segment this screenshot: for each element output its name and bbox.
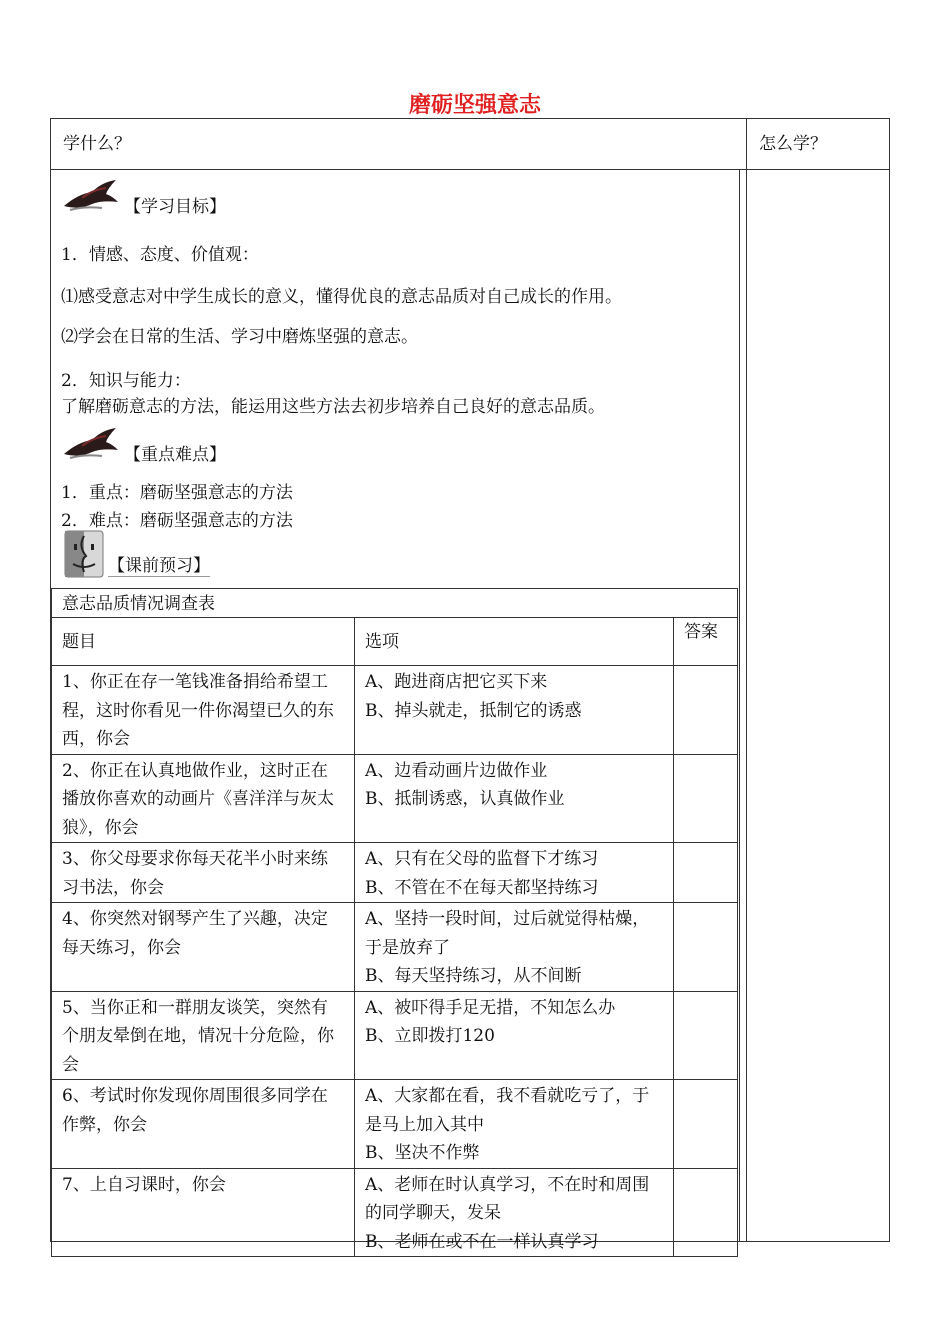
options-cell: [355, 666, 674, 755]
answer-cell[interactable]: [674, 991, 738, 1080]
question-cell: 2、你正在认真地做作业，这时正在播放你喜欢的动画片《喜洋洋与灰太狼》，你会: [52, 754, 355, 843]
option-b: B、每天坚持练习，从不间断: [365, 966, 582, 986]
option-a: A、只有在父母的监督下才练习: [365, 849, 599, 869]
preview-heading: [64, 530, 210, 578]
objective-2-title: 2．知识与能力：: [61, 371, 191, 391]
options-cell: [355, 754, 674, 843]
column-header-question: 题目: [52, 618, 355, 666]
survey-header-row: [52, 618, 738, 666]
option-a: A、跑进商店把它买下来: [365, 672, 548, 692]
finder-face-icon: [64, 530, 104, 578]
option-b: B、老师在或不在一样认真学习: [365, 1231, 599, 1252]
option-a: A、老师在时认真学习，不在时和周围的同学聊天，发呆: [365, 1174, 650, 1223]
question-cell: 3、你父母要求你每天花半小时来练习书法，你会: [52, 843, 355, 903]
question-cell: 5、当你正和一群朋友谈笑，突然有个朋友晕倒在地，情况十分危险，你会: [52, 991, 355, 1080]
option-b: B、立即拨打120: [365, 1026, 495, 1046]
options-cell: [355, 1080, 674, 1169]
learn-what-header: 学什么？: [63, 134, 131, 154]
question-cell: 1、你正在存一笔钱准备捐给希望工程，这时你看见一件你渴望已久的东西，你会: [52, 666, 355, 755]
table-row: [52, 843, 738, 903]
options-cell: [355, 991, 674, 1080]
option-a: A、边看动画片边做作业: [365, 760, 548, 781]
column-header-answer: 答案: [674, 618, 738, 666]
column-header-options: 选项: [355, 618, 674, 666]
option-b: B、不管在不在每天都坚持练习: [365, 877, 599, 898]
objective-1a: ⑴感受意志对中学生成长的意义，懂得优良的意志品质对自己成长的作用。: [61, 287, 622, 307]
table-row: [52, 754, 738, 843]
column-divider: [746, 119, 747, 1241]
answer-cell[interactable]: [674, 843, 738, 903]
options-cell: [355, 843, 674, 903]
how-learn-header: 怎么学？: [759, 134, 827, 154]
page-title: 磨砺坚强意志: [408, 93, 541, 118]
key-point: 1．重点：磨砺坚强意志的方法: [61, 483, 293, 503]
option-b: B、掉头就走，抵制它的诱惑: [365, 700, 582, 721]
header-row: [51, 119, 889, 170]
survey-table: [51, 588, 738, 1257]
options-cell: [355, 903, 674, 992]
key-points-heading: [62, 420, 226, 465]
preview-label: 【课前预习】: [108, 551, 210, 577]
objective-2-text: 了解磨砺意志的方法，能运用这些方法去初步培养自己良好的意志品质。: [61, 397, 605, 417]
answer-cell[interactable]: [674, 903, 738, 992]
question-cell: 4、你突然对钢琴产生了兴趣，决定每天练习，你会: [52, 903, 355, 992]
table-row: [52, 1080, 738, 1169]
column-divider-inner: [739, 169, 740, 1241]
answer-cell[interactable]: [674, 1080, 738, 1169]
answer-cell[interactable]: [674, 666, 738, 755]
options-cell: [355, 1168, 674, 1257]
key-points-label: 【重点难点】: [124, 445, 226, 465]
answer-cell[interactable]: [674, 1168, 738, 1257]
objectives-heading: [62, 172, 226, 217]
table-row: [52, 903, 738, 992]
option-b: B、坚决不作弊: [365, 1143, 480, 1163]
table-row: [52, 1168, 738, 1257]
survey-caption: 意志品质情况调查表: [52, 589, 738, 618]
difficult-point: 2．难点：磨砺坚强意志的方法: [61, 511, 293, 531]
table-row: [52, 991, 738, 1080]
bird-icon: [62, 424, 120, 462]
option-a: A、坚持一段时间，过后就觉得枯燥，于是放弃了: [365, 909, 650, 958]
bird-icon: [62, 176, 120, 214]
option-a: A、被吓得手足无措，不知怎么办: [365, 997, 616, 1018]
objective-1-title: 1．情感、态度、价值观：: [61, 245, 259, 265]
objectives-label: 【学习目标】: [124, 197, 226, 217]
table-row: [52, 666, 738, 755]
option-a: A、大家都在看，我不看就吃亏了，于是马上加入其中: [365, 1086, 650, 1135]
option-b: B、抵制诱惑，认真做作业: [365, 789, 565, 809]
answer-cell[interactable]: [674, 754, 738, 843]
question-cell: 7、上自习课时，你会: [52, 1168, 355, 1257]
question-cell: 6、考试时你发现你周围很多同学在作弊，你会: [52, 1080, 355, 1169]
objective-1b: ⑵学会在日常的生活、学习中磨炼坚强的意志。: [61, 327, 418, 347]
